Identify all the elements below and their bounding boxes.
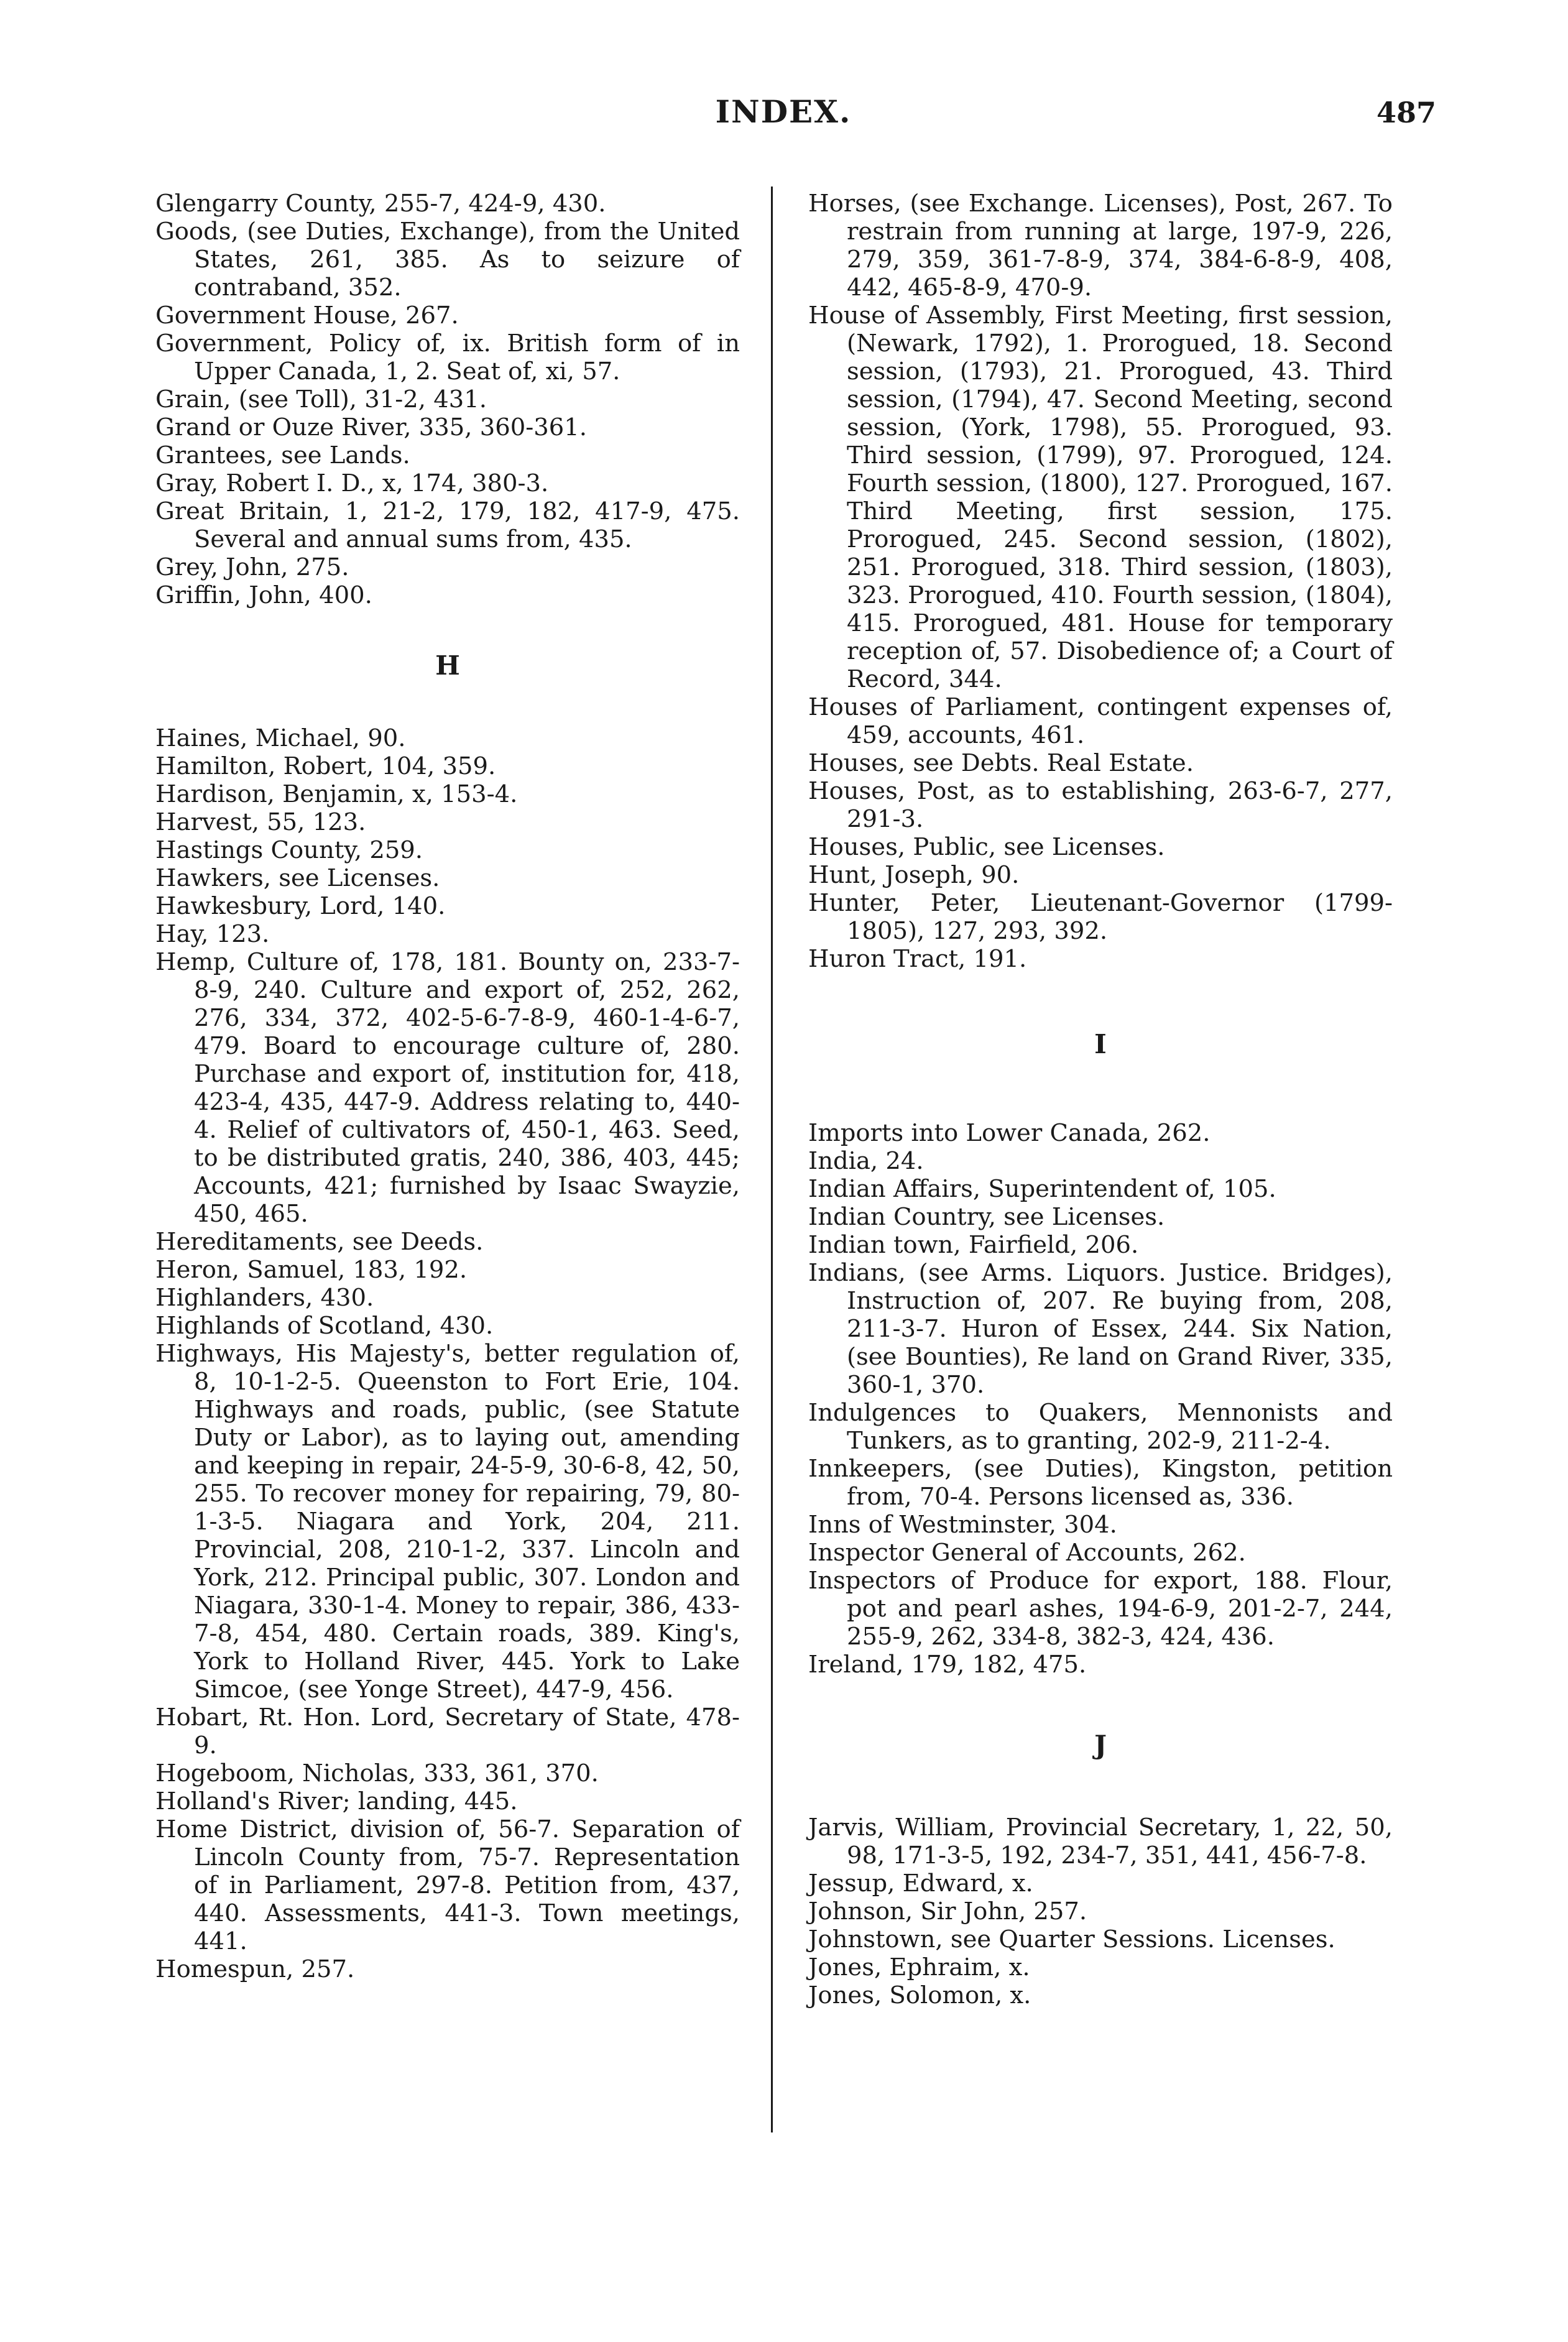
- section-letter-j: J: [1094, 1730, 1107, 1760]
- page-title: INDEX.: [715, 93, 852, 130]
- index-entry: Glengarry County, 255-7, 424-9, 430.: [155, 190, 606, 218]
- column-divider: [771, 187, 773, 2132]
- index-entry: India, 24.: [808, 1147, 924, 1175]
- index-entry: Hawkers, see Licenses.: [155, 864, 440, 892]
- index-entry: Hastings County, 259.: [155, 836, 423, 864]
- index-entry: Indian Country, see Licenses.: [808, 1203, 1165, 1231]
- index-entry: Gray, Robert I. D., x, 174, 380-3.: [155, 469, 549, 497]
- index-entry: Harvest, 55, 123.: [155, 808, 366, 836]
- index-entry: Johnson, Sir John, 257.: [808, 1897, 1087, 1925]
- index-entry: Grantees, see Lands.: [155, 441, 410, 469]
- index-entry: Indian Affairs, Superintendent of, 105.: [808, 1175, 1276, 1203]
- index-entry: Huron Tract, 191.: [808, 945, 1027, 973]
- index-entry: Ireland, 179, 182, 475.: [808, 1651, 1087, 1679]
- index-entry: Heron, Samuel, 183, 192.: [155, 1256, 468, 1284]
- index-entry: Hunter, Peter, Lieutenant-Governor (1799-1805), 127, 293, 392.: [808, 889, 1393, 945]
- index-entry: Grey, John, 275.: [155, 553, 349, 581]
- index-entry: Houses, see Debts. Real Estate.: [808, 749, 1194, 777]
- index-entry: Grand or Ouze River, 335, 360-361.: [155, 413, 587, 441]
- index-entry: Hunt, Joseph, 90.: [808, 861, 1020, 889]
- entries-i: [808, 1119, 1393, 1679]
- index-entry: Inspectors of Produce for export, 188. Flour, pot and pearl ashes, 194-6-9, 201-2-7, 244, 255-9, 262, 334-8, 382-3, 424, 436.: [808, 1567, 1393, 1651]
- index-entry: Haines, Michael, 90.: [155, 724, 406, 752]
- entries-h: [155, 724, 740, 1983]
- index-entry: Hawkesbury, Lord, 140.: [155, 892, 446, 920]
- page-header: [0, 93, 1568, 143]
- index-entry: Government House, 267.: [155, 302, 459, 330]
- index-entry: Government, Policy of, ix. British form of in Upper Canada, 1, 2. Seat of, xi, 57.: [155, 330, 740, 385]
- index-entry: Indian town, Fairfield, 206.: [808, 1231, 1139, 1259]
- index-entry: Jones, Solomon, x.: [808, 1981, 1031, 2009]
- index-entry: Hay, 123.: [155, 920, 270, 948]
- index-entry: Griffin, John, 400.: [155, 581, 372, 609]
- index-entry: Jessup, Edward, x.: [808, 1869, 1033, 1897]
- index-entry: Hobart, Rt. Hon. Lord, Secretary of State, 478-9.: [155, 1703, 740, 1759]
- index-entry: Jarvis, William, Provincial Secretary, 1, 22, 50, 98, 171-3-5, 192, 234-7, 351, 441, 456-7-8.: [808, 1814, 1393, 1869]
- index-entry: Houses, Post, as to establishing, 263-6-7, 277, 291-3.: [808, 777, 1393, 833]
- entries-j: [808, 1814, 1393, 2009]
- section-letter-i: I: [1094, 1029, 1107, 1059]
- index-entry: Great Britain, 1, 21-2, 179, 182, 417-9, 475. Several and annual sums from, 435.: [155, 497, 740, 553]
- index-entry: Imports into Lower Canada, 262.: [808, 1119, 1211, 1147]
- index-entry: Highlanders, 430.: [155, 1284, 374, 1312]
- index-entry: Homespun, 257.: [155, 1955, 355, 1983]
- index-entry: Hemp, Culture of, 178, 181. Bounty on, 233-7-8-9, 240. Culture and export of, 252, 262, 276, 334, 372, 402-5-6-7-8-9, 460-1-4-6-7, 479. Board to encourage culture of, 280. Purchase and export of, institution for, 418, 423-4, 435, 447-9. Address relating to, 440-4. Relief of cultivators of, 450-1, 463. Seed, to be distributed gratis, 240, 386, 403, 445; Accounts, 421; furnished by Isaac Swayzie, 450, 465.: [155, 948, 740, 1228]
- index-column-right: [808, 190, 1393, 2009]
- entries-h-continued: [808, 190, 1393, 973]
- index-entry: Highways, His Majesty's, better regulation of, 8, 10-1-2-5. Queenston to Fort Erie, 104. Highways and roads, public, (see Statute Duty or Labor), as to laying out, amending and keeping in repair, 24-5-9, 30-6-8, 42, 50, 255. To recover money for repairing, 79, 80-1-3-5. Niagara and York, 204, 211. Provincial, 208, 210-1-2, 337. Lincoln and York, 212. Principal public, 307. London and Niagara, 330-1-4. Money to repair, 386, 433-7-8, 454, 480. Certain roads, 389. King's, York to Holland River, 445. York to Lake Simcoe, (see Yonge Street), 447-9, 456.: [155, 1340, 740, 1703]
- index-entry: Johnstown, see Quarter Sessions. Licenses.: [808, 1925, 1335, 1953]
- index-entry: House of Assembly, First Meeting, first session, (Newark, 1792), 1. Prorogued, 18. Second session, (1793), 21. Prorogued, 43. Third session, (1794), 47. Second Meeting, second session, (York, 1798), 55. Prorogued, 93. Third session, (1799), 97. Prorogued, 124. Fourth session, (1800), 127. Prorogued, 167. Third Meeting, first session, 175. Prorogued, 245. Second session, (1802), 251. Prorogued, 318. Third session, (1803), 323. Prorogued, 410. Fourth session, (1804), 415. Prorogued, 481. House for temporary reception of, 57. Disobedience of; a Court of Record, 344.: [808, 302, 1393, 693]
- entries-g: [155, 190, 740, 609]
- index-entry: Houses, Public, see Licenses.: [808, 833, 1165, 861]
- index-entry: Hereditaments, see Deeds.: [155, 1228, 484, 1256]
- index-entry: Hamilton, Robert, 104, 359.: [155, 752, 496, 780]
- section-letter-h: H: [435, 650, 460, 681]
- index-column-left: [155, 190, 740, 1983]
- index-entry: Horses, (see Exchange. Licenses), Post, 267. To restrain from running at large, 197-9, 226, 279, 359, 361-7-8-9, 374, 384-6-8-9, 408, 442, 465-8-9, 470-9.: [808, 190, 1393, 302]
- index-entry: Goods, (see Duties, Exchange), from the United States, 261, 385. As to seizure of contraband, 352.: [155, 218, 740, 302]
- index-entry: Home District, division of, 56-7. Separation of Lincoln County from, 75-7. Representation of in Parliament, 297-8. Petition from, 437, 440. Assessments, 441-3. Town meetings, 441.: [155, 1815, 740, 1955]
- index-entry: Inns of Westminster, 304.: [808, 1511, 1117, 1539]
- index-entry: Inspector General of Accounts, 262.: [808, 1539, 1246, 1567]
- page-number: 487: [1376, 96, 1436, 129]
- index-entry: Jones, Ephraim, x.: [808, 1953, 1030, 1981]
- index-entry: Indulgences to Quakers, Mennonists and Tunkers, as to granting, 202-9, 211-2-4.: [808, 1399, 1393, 1455]
- index-entry: Hardison, Benjamin, x, 153-4.: [155, 780, 518, 808]
- index-entry: Highlands of Scotland, 430.: [155, 1312, 494, 1340]
- index-entry: Grain, (see Toll), 31-2, 431.: [155, 385, 487, 413]
- index-entry: Hogeboom, Nicholas, 333, 361, 370.: [155, 1759, 599, 1787]
- index-entry: Indians, (see Arms. Liquors. Justice. Bridges), Instruction of, 207. Re buying from, 208, 211-3-7. Huron of Essex, 244. Six Nation, (see Bounties), Re land on Grand River, 335, 360-1, 370.: [808, 1259, 1393, 1399]
- index-entry: Holland's River; landing, 445.: [155, 1787, 518, 1815]
- index-entry: Innkeepers, (see Duties), Kingston, petition from, 70-4. Persons licensed as, 336.: [808, 1455, 1393, 1511]
- index-entry: Houses of Parliament, contingent expenses of, 459, accounts, 461.: [808, 693, 1393, 749]
